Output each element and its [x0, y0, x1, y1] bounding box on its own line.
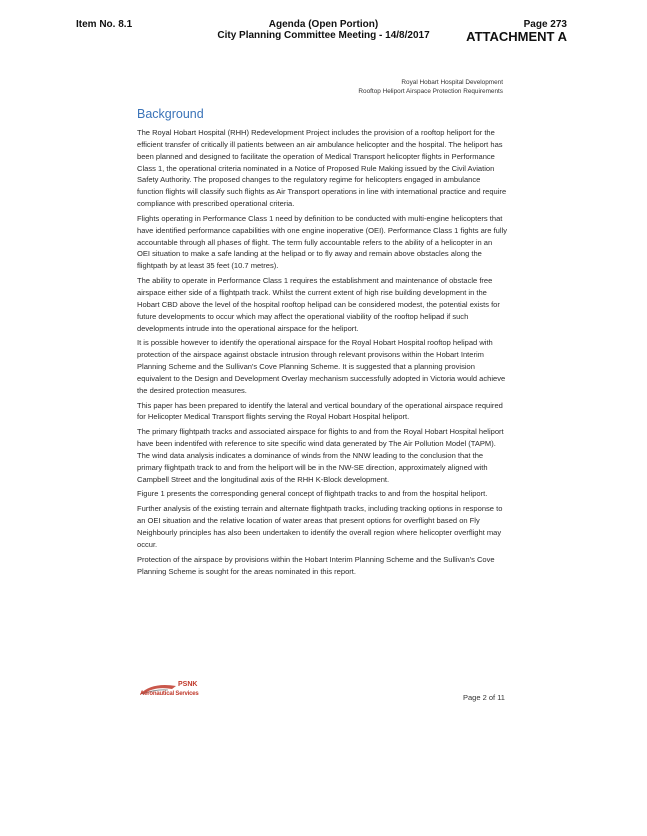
agenda-page-number: Page 273 — [523, 19, 567, 30]
body-text — [137, 127, 507, 580]
paragraph: The Royal Hobart Hospital (RHH) Redevelopment Project includes the provision of a rooftop heliport for the efficient transfer of critically ill patients between an air ambulance helicopter and the hospital. The heliport has been planned and designed to facilitate the operation of Medical Transport helicopter flights in Performance Class 1, the operational criteria nominated in a Notice of Proposed Rule Making issued by the Civil Aviation Safety Authority. The proposed changes to the regulatory regime for helicopters engaged in ambulance function flights will classify such flights as Air Transport operations in line with international practice and require compliance with prescribed operational criteria. — [137, 128, 507, 209]
logo-name: PSNK — [178, 681, 198, 688]
paragraph: Further analysis of the existing terrain and alternate flightpath tracks, including tracking options in response to an OEI situation and the relative location of water areas that present options for overflight based on Fly Neighbourly principles has also been undertaken to identify the overall region where helicopter overflight may occur. — [137, 504, 503, 549]
paragraph: Figure 1 presents the corresponding general concept of flightpath tracks to and from the hospital heliport. — [137, 489, 488, 499]
logo-subtitle: Aeronautical Services — [140, 691, 199, 697]
document-header-line2: Rooftop Heliport Airspace Protection Requirements — [358, 88, 503, 95]
agenda-header — [0, 18, 647, 48]
paragraph: The primary flightpath tracks and associated airspace for flights to and from the Royal Hobart Hospital heliport have been indentifed with reference to site specific wind data generated by The Air Pollution Model (TAPM). The wind data analysis indicates a dominance of winds from the NNW leading to the conclusion that the primary flightpath track to and from the heliport will be in the NW-SE direction, approximately aligned with Campbell Street and the longitudinal axis of the RHH K-Block development. — [137, 427, 504, 484]
paragraph: It is possible however to identify the operational airspace for the Royal Hobart Hospital rooftop helipad with protection of the airspace against obstacle intrusion through relevant provisons within the Hobart Interim Planning Scheme and the Sullivan's Cove Planning Scheme. It is suggested that a planning provision equivalent to the Design and Development Overlay mechanism successfully adopted in Victoria would achieve the desired protection measures. — [137, 338, 506, 395]
document-header-line1: Royal Hobart Hospital Development — [401, 79, 503, 86]
document-page-number: Page 2 of 11 — [463, 693, 505, 702]
document-header — [358, 78, 503, 96]
paragraph: Flights operating in Performance Class 1 need by definition to be conducted with multi-engine helicopters that have identified performance capabilities with one engine inoperative (OEI). Performance Class 1 fights are fully accountable through all phases of flight. The term fully accountable refers to the ability of a helicopter in an OEI situation to make a safe landing at the helipad or to fly away and remain above obstacles along the flightpath by at least 35 feet (10.7 metres). — [137, 213, 507, 271]
page-info — [466, 19, 567, 44]
section-title: Background — [137, 107, 204, 121]
paragraph: Protection of the airspace by provisions within the Hobart Interim Planning Scheme and the Sullivan's Cove Planning Scheme is sought for the areas nominated in this report. — [137, 554, 495, 576]
item-number: Item No. 8.1 — [76, 19, 133, 30]
agenda-title: Agenda (Open Portion) — [268, 19, 379, 30]
meeting-title: City Planning Committee Meeting - 14/8/2017 — [217, 30, 430, 41]
paragraph: This paper has been prepared to identify the lateral and vertical boundary of the operational airspace required for Helicopter Medical Transport flights serving the Royal Hobart Hospital heliport. — [137, 400, 503, 422]
paragraph: The ability to operate in Performance Class 1 requires the establishment and maintenance of obstacle free airspace either side of a flightpath track. Whilst the current extent of high rise building development in the Hobart CBD above the level of the hospital rooftop helipad can be considered modest, the potential exists for future developments to occur which may affect the operational viability of the rooftop helipad if such developments intrude into the operational airspace for the heliport. — [137, 276, 500, 333]
attachment-label: ATTACHMENT A — [466, 29, 567, 44]
